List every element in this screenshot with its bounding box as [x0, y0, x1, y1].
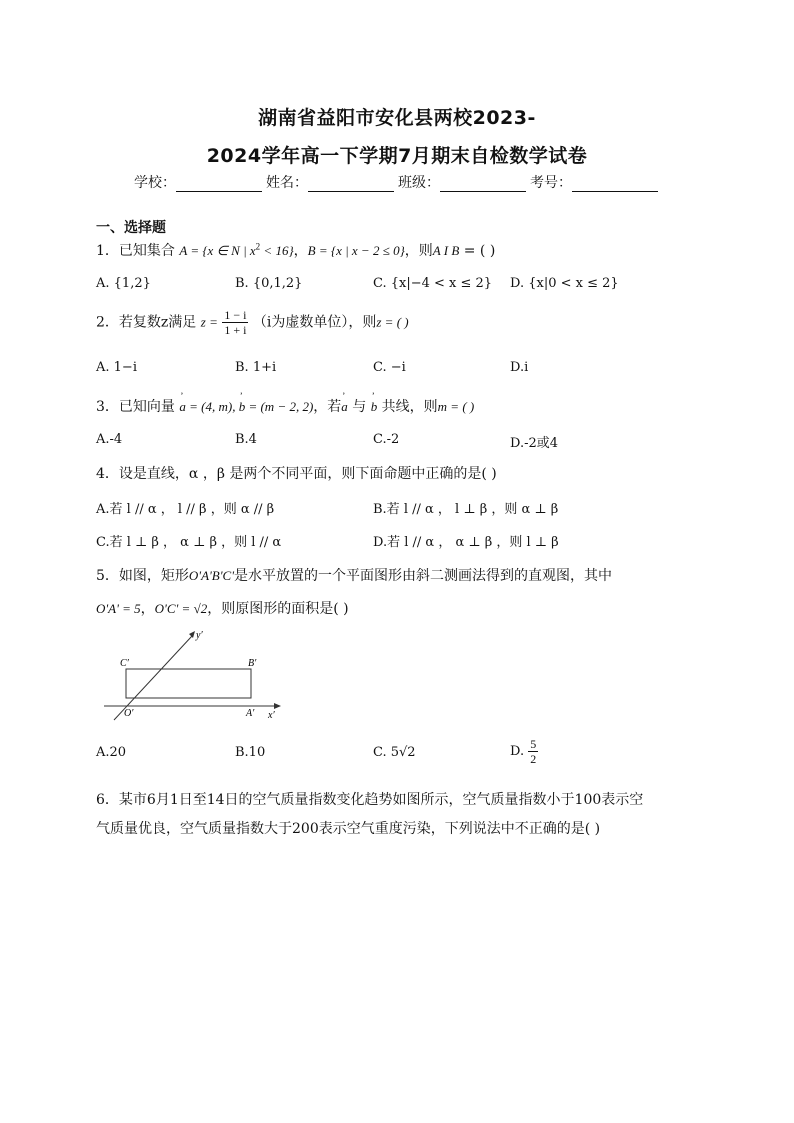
y-axis-arrow: [189, 631, 195, 638]
label-y: y′: [196, 630, 203, 641]
q1-option-c[interactable]: C. {x|−4 < x ≤ 2}: [373, 276, 493, 291]
question-1: 1．已知集合 A = {x ∈ N | $x^2 < 16$}，B = {x | x − 2 ≤ 0}，则A I B = ( ): [96, 241, 496, 259]
q1-option-d[interactable]: D. {x|0 < x ≤ 2}: [510, 276, 619, 291]
info-name: 姓名：: [266, 172, 396, 192]
label-o: O′: [124, 708, 134, 719]
question-6-line-2: 气质量优良，空气质量指数大于200表示空气重度污染，下列说法中不正确的是( ): [96, 821, 601, 837]
q1-option-b[interactable]: B. {0,1,2}: [235, 276, 303, 291]
q4-option-d[interactable]: D.若 l // α ， α ⊥ β ，则 l ⊥ β: [373, 535, 559, 550]
info-class: 班级：: [398, 172, 528, 192]
rectangle-oabc: [126, 669, 251, 698]
section-heading: 一、选择题: [96, 220, 166, 236]
label-a: A′: [246, 708, 255, 719]
q5-option-d[interactable]: D. $\frac{5}{2}$: [510, 737, 537, 766]
oblique-projection-figure: [96, 628, 296, 728]
question-2: 2．若复数z满足 z = $\frac{1 - i}{1 + i}$ （i为虚数单位），则z = ( ): [96, 308, 409, 337]
vector-a: ’ a: [179, 399, 186, 415]
exam-title-line-2: 2024学年高一下学期7月期末自检数学试卷: [206, 145, 588, 167]
q4-option-c[interactable]: C.若 l ⊥ β ， α ⊥ β ，则 l // α: [96, 535, 282, 550]
label-x: x′: [268, 710, 275, 721]
question-4: 4．设是直线，α ，β 是两个不同平面，则下面命题中正确的是( ): [96, 466, 497, 482]
label-b: B′: [248, 658, 257, 669]
student-info-row: [0, 172, 794, 192]
q3-option-d[interactable]: D.-2或4: [510, 436, 559, 451]
exam-number-blank[interactable]: [572, 177, 658, 192]
q2-option-b[interactable]: B. 1+i: [235, 360, 277, 375]
exam-title-line-1: 湖南省益阳市安化县两校2023-: [258, 107, 536, 129]
school-blank[interactable]: [176, 177, 262, 192]
x-axis-arrow: [274, 703, 281, 709]
q3-option-a[interactable]: A.-4: [96, 432, 123, 447]
q5-option-a[interactable]: A.20: [96, 745, 127, 760]
question-5-line-2: O'A' = 5，O'C' = √2，则原图形的面积是( ): [96, 601, 349, 617]
q5-option-d-fraction: $\frac{5}{2}$: [530, 737, 537, 766]
q5-option-b[interactable]: B.10: [235, 745, 266, 760]
q4-option-b[interactable]: B.若 l // α ， l ⊥ β ，则 α ⊥ β: [373, 502, 559, 517]
name-blank[interactable]: [308, 177, 394, 192]
q2-fraction: $\frac{1 - i}{1 + i}$: [224, 308, 247, 337]
q3-option-c[interactable]: C.-2: [373, 432, 400, 447]
question-5-line-1: 5．如图，矩形O'A'B'C'是水平放置的一个平面图形由斜二测画法得到的直观图，其中: [96, 568, 612, 584]
q5-option-c[interactable]: C. 5√2: [373, 745, 416, 760]
q2-option-d[interactable]: D.i: [510, 360, 529, 375]
info-exam-number: 考号：: [530, 172, 660, 192]
label-c: C′: [120, 658, 129, 669]
q2-option-c[interactable]: C. −i: [373, 360, 406, 375]
question-3: 3．已知向量 ’ a = (4, m), ’ b = (m − 2, 2)，若’ a 与 ’ b 共线，则m = ( ): [96, 396, 474, 416]
q3-option-b[interactable]: B.4: [235, 432, 257, 447]
info-school: 学校：: [134, 172, 264, 192]
q4-option-a[interactable]: A.若 l // α ， l // β ，则 α // β: [96, 502, 275, 517]
vector-b: ’ b: [239, 399, 246, 415]
class-blank[interactable]: [440, 177, 526, 192]
q1-option-a[interactable]: A. {1,2}: [96, 276, 151, 291]
question-6-line-1: 6．某市6月1日至14日的空气质量指数变化趋势如图所示，空气质量指数小于100表示空: [96, 792, 644, 808]
q2-option-a[interactable]: A. 1−i: [96, 360, 137, 375]
